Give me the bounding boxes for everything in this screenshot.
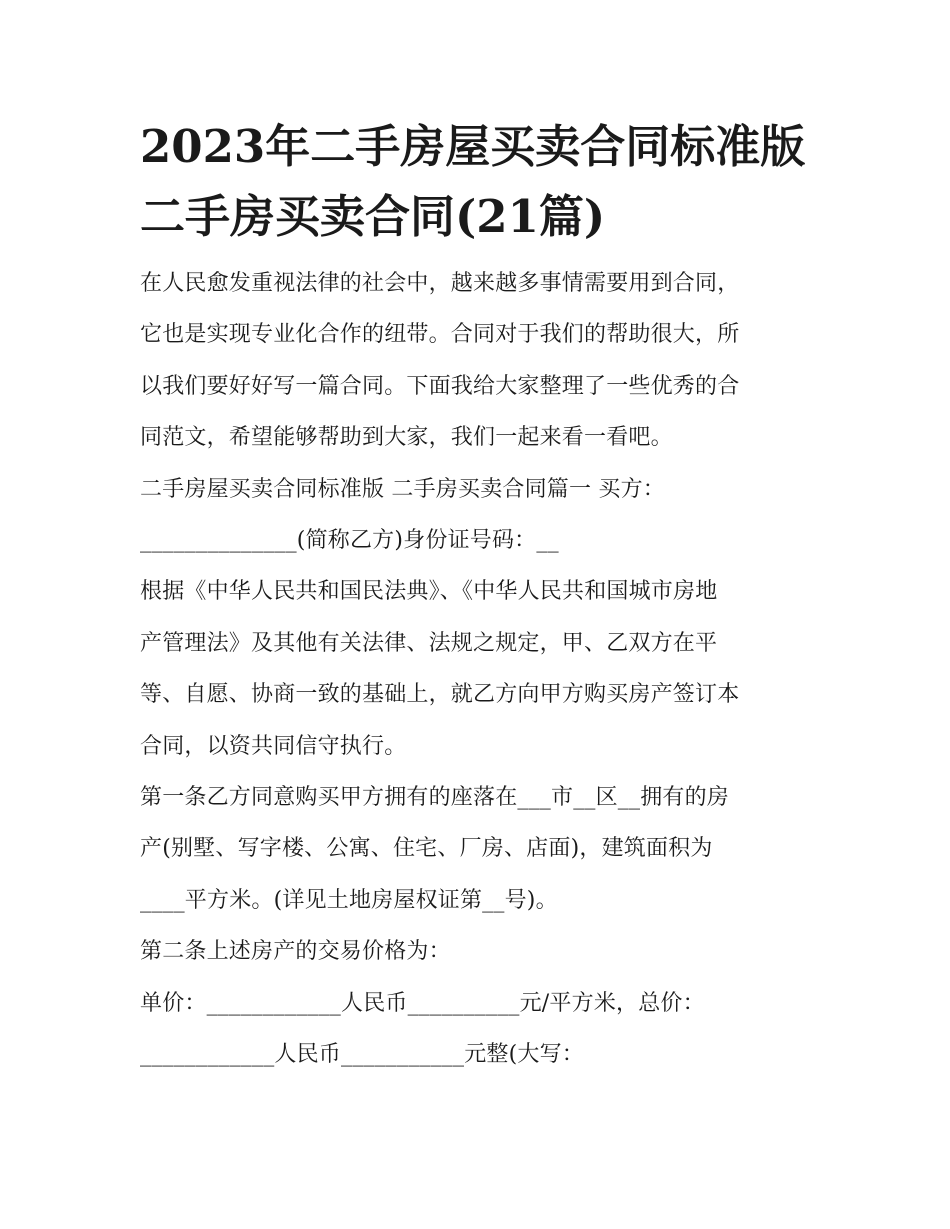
body-line: 根据《中华人民共和国民法典》、《中华人民共和国城市房地 [140,579,718,605]
body-line: 以我们要好好写一篇合同。下面我给大家整理了一些优秀的合 [140,373,740,399]
body-line: 同范文，希望能够帮助到大家，我们一起来看一看吧。 [140,425,673,451]
document-title [140,112,812,252]
body-line: 第一条乙方同意购买甲方拥有的座落在___市__区__拥有的房 [140,785,730,811]
body-line: 在人民愈发重视法律的社会中，越来越多事情需要用到合同， [140,271,740,296]
body-line: 产(别墅、写字楼、公寓、住宅、厂房、店面)，建筑面积为 [140,836,713,862]
document-title-line-2: 二手房买卖合同(21篇) [140,190,606,243]
body-line: 产管理法》及其他有关法律、法规之规定，甲、乙双方在平 [140,630,718,656]
body-line: 二手房屋买卖合同标准版 二手房买卖合同篇一 买方： [140,476,665,502]
body-line: ____________人民币___________元整(大写： [140,1042,584,1068]
document-page [140,112,812,1081]
body-line: ______________(简称乙方)身份证号码：__ [140,528,559,554]
body-line: 第二条上述房产的交易价格为： [140,939,451,965]
document-title-line-1: 2023年二手房屋买卖合同标准版 [140,120,806,173]
document-body [140,258,812,1081]
body-line: 等、自愿、协商一致的基础上，就乙方向甲方购买房产签订本 [140,682,740,708]
body-line: 单价：____________人民币__________元/平方米，总价： [140,990,705,1016]
body-line: 合同，以资共同信守执行。 [140,733,407,759]
body-line: ____平方米。(详见土地房屋权证第__号)。 [140,887,558,913]
body-line: 它也是实现专业化合作的纽带。合同对于我们的帮助很大，所 [140,322,740,348]
